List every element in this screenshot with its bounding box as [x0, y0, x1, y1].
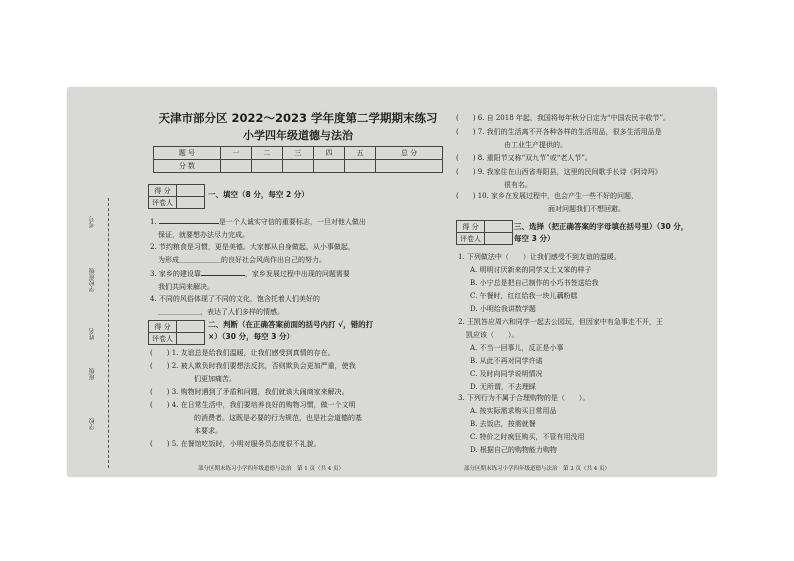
- grader-label: 评卷人: [149, 197, 177, 209]
- score-header: 题 号: [154, 147, 221, 160]
- choice-option[interactable]: C. 及时向同学说明情况: [470, 370, 543, 378]
- score-cell[interactable]: [251, 160, 282, 173]
- answer-bracket[interactable]: ( ): [150, 362, 170, 370]
- answer-blank[interactable]: [159, 215, 219, 224]
- answer-bracket[interactable]: ( ): [456, 114, 476, 122]
- judge-question: ( ) 4. 在日常生活中，我们要培养良好的购物习惯，做一个文明 的消费者。这既是必要的行为规范，也是社会道德的基 本要求。: [150, 401, 362, 435]
- answer-bracket[interactable]: ( ): [150, 440, 170, 448]
- judge-question: ( ) 9. 我家住在山西省寿阳县，这里的民间歌手长诗《阿诗玛》 很有名。: [456, 168, 662, 189]
- choice-option[interactable]: D. 根据自己的购物能力购物: [470, 446, 557, 454]
- judge-question: ( ) 8. 重阳节又称“双九节”或“老人节”。: [456, 154, 592, 162]
- choice-option[interactable]: C. 午餐时，红红给我一块儿藕粉糕: [470, 292, 578, 300]
- choice-option[interactable]: A. 按实际需求购买日常用品: [470, 407, 557, 415]
- choice-question: 3. 下列行为不属于合理购物的是（ ）。 A. 按实际需求购买日常用品 B. 去饭店，按需就餐 C. 特价之时疯狂购买，不管有用没用 D. 根据自己的购物能力购物: [458, 392, 708, 457]
- score-cell[interactable]: [220, 160, 251, 173]
- grader-score-label: 得 分: [149, 321, 177, 333]
- choice-option[interactable]: B. 小宁总是把自己制作的小巧书签送给我: [470, 279, 599, 287]
- score-cell[interactable]: [282, 160, 313, 173]
- score-header: 四: [313, 147, 344, 160]
- answer-bracket[interactable]: ( ): [456, 128, 476, 136]
- choice-question: 2. 王凯答应周六和同学一起去公园玩，但因家中有急事走不开，王 凯应该（ ）。 A. 不当一回事儿，反正是小事 B. 从此不再对同学许诺 C. 及时向同学说明情况 D. 无所谓，不去理睬: [458, 316, 708, 394]
- fill-question: 4. 不同的风俗体现了不同的文化，饱含托着人们美好的 ＿＿＿＿＿＿，表达了人们多样的情感。: [150, 295, 320, 316]
- grader-box-1: [148, 184, 205, 209]
- grader-box-3: [456, 220, 513, 245]
- score-header: 二: [251, 147, 282, 160]
- score-table: [153, 146, 443, 173]
- fill-question: 3. 家乡的建设靠 ，家乡发展过程中出现的问题需要 我们共同来解决。: [150, 267, 446, 294]
- section-3-heading: 三、选择（把正确答案的字母填在括号里）（30 分， 每空 3 分）: [514, 222, 689, 243]
- choice-option[interactable]: D. 小明给我讲数学题: [470, 305, 536, 313]
- page-footer-1: 部分区期末练习小学四年级道德与法治 第 1 页（共 4 页）: [198, 466, 344, 472]
- score-header: 总 分: [376, 147, 443, 160]
- binding-label-name: 姓名: [89, 328, 96, 340]
- answer-blank[interactable]: [201, 267, 245, 276]
- score-header: 三: [282, 147, 313, 160]
- fill-question: 1. 是一个人诚实守信的重要标志，一旦对他人做出 保证，就要想办法尽力完成。: [150, 215, 446, 242]
- grader-cell[interactable]: [177, 197, 205, 209]
- grader-label: 评卷人: [149, 333, 177, 345]
- judge-question: ( ) 5. 在餐馆吃饭时，小明对服务员态度很不礼貌。: [150, 440, 321, 448]
- judge-question: ( ) 10. 家乡在发展过程中，也会产生一些不好的问题， 面对问题我们不想回避。: [456, 192, 639, 213]
- page-2: [456, 88, 708, 476]
- score-cell[interactable]: [313, 160, 344, 173]
- answer-bracket[interactable]: ( ): [150, 388, 170, 396]
- exam-sheet: [68, 88, 716, 476]
- exam-title: 天津市部分区 2022～2023 学年度第二学期期末练习: [158, 111, 438, 125]
- answer-bracket[interactable]: ( ): [456, 154, 476, 162]
- choice-option[interactable]: B. 从此不再对同学许诺: [470, 357, 543, 365]
- section-2-heading: 二、判断（在正确答案前面的括号内打 √，错的打 ×）（30 分，每空 3 分）: [208, 320, 374, 341]
- grader-score-cell[interactable]: [177, 185, 205, 197]
- choice-option[interactable]: A. 不当一回事儿，反正是小事: [470, 344, 564, 352]
- binding-label-school: 学校: [89, 418, 96, 430]
- judge-question: ( ) 3. 购物时遇到了矛盾和问题，我们就该大闹商家来解决。: [150, 388, 349, 396]
- choice-option[interactable]: A. 明明讨厌新来的同学又土又笨的样子: [470, 266, 592, 274]
- judge-question: ( ) 7. 我们的生活离不开各种各样的生活用品，很多生活用品是 由工业生产提供的。: [456, 128, 662, 149]
- judge-question: ( ) 6. 自 2018 年起，我国将每年秋分日定为“中国农民丰收节”。: [456, 114, 671, 122]
- answer-bracket[interactable]: ( ): [150, 401, 170, 409]
- binding-margin: [68, 88, 126, 476]
- grader-label: 评卷人: [457, 233, 485, 245]
- score-header: 五: [345, 147, 376, 160]
- page-footer-2: 部分区期末练习小学四年级道德与法治 第 2 页（共 4 页）: [464, 466, 610, 472]
- binding-label-exam-no: 考号: [89, 216, 96, 228]
- binding-label-school-class: 学校班级: [89, 268, 96, 292]
- section-1-heading: 一、填空（8 分，每空 2 分）: [208, 190, 309, 199]
- choice-option[interactable]: D. 无所谓，不去理睬: [470, 383, 536, 391]
- grader-score-label: 得 分: [149, 185, 177, 197]
- score-header: 一: [220, 147, 251, 160]
- binding-label-class: 班级: [89, 368, 96, 380]
- page-1: [148, 88, 448, 476]
- fill-question: 2. 节约粮食是习惯，更是美德。大家都从自身做起，从小事做起， 为形成＿＿＿＿＿＿的良好社会风尚作出自己的努力。: [150, 243, 355, 264]
- judge-question: ( ) 2. 被人欺负时我们要想法反抗，否则欺负会更加严重，使我 们更加痛苦。: [150, 362, 356, 383]
- judge-question: ( ) 1. 友谊总是给我们温暖，让我们感受到真情的存在。: [150, 349, 335, 357]
- score-cell[interactable]: [376, 160, 443, 173]
- answer-bracket[interactable]: ( ): [456, 168, 476, 176]
- grader-score-cell[interactable]: [485, 221, 513, 233]
- grader-score-label: 得 分: [457, 221, 485, 233]
- grader-cell[interactable]: [177, 333, 205, 345]
- answer-bracket[interactable]: ( ): [456, 192, 476, 200]
- grader-score-cell[interactable]: [177, 321, 205, 333]
- score-cell[interactable]: [345, 160, 376, 173]
- exam-subtitle: 小学四年级道德与法治: [243, 129, 353, 142]
- choice-question: 1. 下列做法中（ ）让我们感受不到友谊的温暖。 A. 明明讨厌新来的同学又土又笨的样子 B. 小宁总是把自己制作的小巧书签送给我 C. 午餐时，红红给我一块儿藕粉糕 D. 小明给我讲数学题: [458, 251, 708, 316]
- choice-option[interactable]: C. 特价之时疯狂购买，不管有用没用: [470, 433, 585, 441]
- choice-option[interactable]: B. 去饭店，按需就餐: [470, 420, 536, 428]
- grader-box-2: [148, 320, 205, 345]
- grader-cell[interactable]: [485, 233, 513, 245]
- answer-bracket[interactable]: ( ): [150, 349, 170, 357]
- binding-line: [108, 198, 109, 468]
- score-row-label: 分 数: [154, 160, 221, 173]
